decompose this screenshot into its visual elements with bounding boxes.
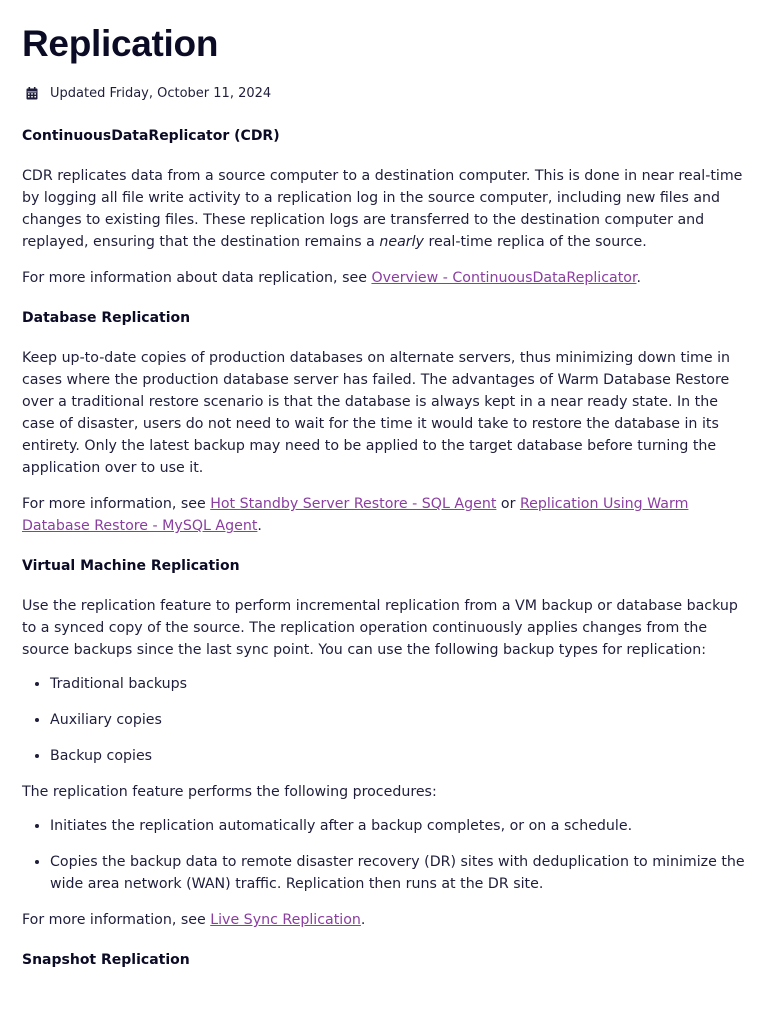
article-body [22,125,748,971]
link-live-sync[interactable]: Live Sync Replication [210,912,361,928]
section-heading-cdr: ContinuousDataReplicator (CDR) [22,128,280,144]
cdr-text-2: real-time replica of the source. [423,234,647,250]
database-more-info [22,493,748,537]
link-hot-standby[interactable]: Hot Standby Server Restore - SQL Agent [210,496,497,512]
cdr-emphasis: nearly [379,234,424,250]
db-more-suffix: . [257,518,262,534]
cdr-paragraph [22,165,748,253]
backup-types-list [22,673,748,767]
db-more-prefix: For more information, see [22,496,211,512]
cdr-more-prefix: For more information about data replication, see [22,270,372,286]
updated-line [26,86,271,101]
link-warm-db-restore[interactable]: Replication Using Warm Database Restore - MySQL Agent [22,496,689,534]
list-item: • Copies the backup data to remote disaster recovery (DR) sites with deduplication to minimize the wide area network (WAN) traffic. Replication then runs at the DR site. [50,851,748,895]
list-item: • Backup copies [50,745,748,767]
db-more-mid: or [496,496,520,512]
procedures-intro: The replication feature performs the following procedures: [22,784,437,800]
section-heading-database: Database Replication [22,310,191,326]
list-item: • Initiates the replication automatically after a backup completes, or on a schedule. [50,815,748,837]
cdr-more-info [22,267,748,289]
section-heading-vm: Virtual Machine Replication [22,558,240,574]
list-item: • Auxiliary copies [50,709,748,731]
link-overview-cdr[interactable]: Overview - ContinuousDataReplicator [371,270,637,286]
list-item: • Traditional backups [50,673,748,695]
updated-date: Updated Friday, October 11, 2024 [50,86,272,101]
vm-more-prefix: For more information, see [22,912,211,928]
vm-more-suffix: . [360,912,366,928]
cdr-more-suffix: . [636,270,641,286]
vm-more-info [22,909,748,931]
vm-paragraph: Use the replication feature to perform incremental replication from a VM backup or database backup to a synced copy of the source. The replication operation continuously applies changes from the source backups since the last sync point. You can use the following backup types for replication: [22,598,738,658]
database-paragraph: Keep up-to-date copies of production databases on alternate servers, thus minimizing down time in cases where the production database server has failed. The advantages of Warm Database Restore over a traditional restore scenario is that the database is always kept in a near ready state. In the case of disaster, users do not need to wait for the time it would take to restore the database in its entirety. Only the latest backup may need to be applied to the target database before turning the application over to use it. [22,350,731,476]
calendar-icon [26,87,38,100]
section-heading-snapshot: Snapshot Replication [22,952,190,968]
page-title: Replication [22,23,219,64]
procedures-list [22,815,748,895]
cdr-text-1: CDR replicates data from a source computer to a destination computer. This is done in near real-time by logging all file write activity to a replication log in the source computer, including new files and changes to existing files. These replication logs are transferred to the destination computer and replayed, ensuring that the destination remains a [22,168,743,250]
